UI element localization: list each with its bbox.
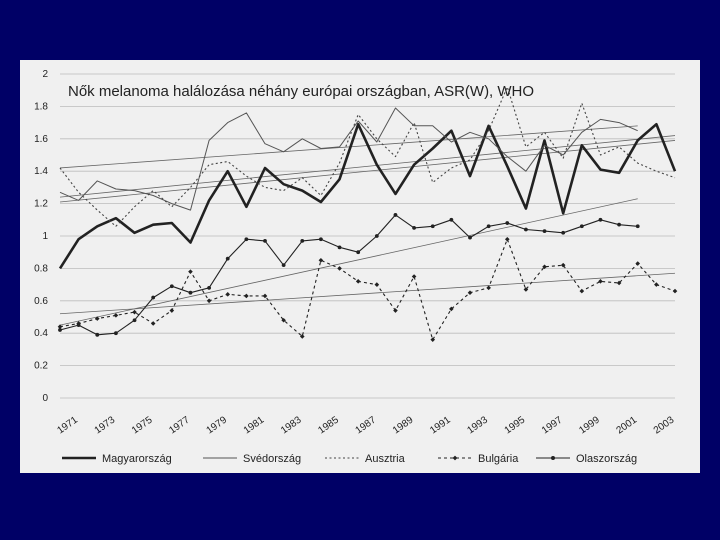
x-tick-label: 1995 [502,414,528,437]
y-tick-label: 1.8 [34,101,48,113]
data-point [114,331,118,335]
y-tick-label: 1.4 [34,166,48,178]
y-tick-label: 2 [42,69,48,80]
chart-background [20,60,700,473]
data-point [151,296,155,300]
data-point [133,318,137,322]
y-tick-label: 0.4 [34,328,48,340]
chart-slide [20,60,700,473]
x-tick-label: 1979 [204,414,230,437]
data-point [394,213,398,217]
x-tick-label: 2001 [614,414,640,437]
data-point [599,218,603,222]
x-tick-label: 1989 [390,414,416,437]
x-tick-label: 1985 [316,414,341,437]
legend-label: Olaszország [576,453,638,465]
x-tick-label: 1981 [241,414,267,437]
legend-label: Magyarország [102,453,172,465]
data-point [636,224,640,228]
data-point [58,328,62,332]
data-point [375,234,379,238]
legend-label: Svédország [243,453,302,465]
x-tick-label: 1973 [92,414,118,437]
data-point [524,228,528,232]
y-tick-label: 0 [42,393,48,404]
legend-label: Bulgária [478,453,519,465]
data-point [338,245,342,249]
x-tick-label: 1987 [353,414,379,437]
x-tick-label: 1999 [577,414,602,437]
x-tick-label: 1991 [428,414,453,437]
data-point [95,333,99,337]
y-tick-label: 1.6 [34,133,48,145]
chart-title: Nők melanoma halálozása néhány európai országban, ASR(W), WHO [68,83,535,100]
data-point [580,224,584,228]
y-tick-label: 0.8 [34,263,48,275]
data-point [617,223,621,227]
y-tick-label: 0.2 [34,360,48,372]
data-point [244,237,248,241]
melanoma-line-chart [20,60,700,473]
data-point [300,239,304,243]
x-tick-label: 1983 [279,414,304,437]
data-point [77,323,81,327]
data-point [431,224,435,228]
x-tick-label: 2003 [651,414,677,437]
y-tick-label: 0.6 [34,295,48,307]
data-point [319,237,323,241]
data-point [505,221,509,225]
data-point [468,236,472,240]
data-point [170,284,174,288]
data-point [412,226,416,230]
data-point [207,286,211,290]
data-point [189,291,193,295]
data-point [356,250,360,254]
data-point [543,229,547,233]
y-tick-label: 1.2 [34,198,48,210]
x-tick-label: 1997 [539,414,565,437]
y-tick-label: 1 [42,231,48,242]
data-point [449,218,453,222]
x-tick-label: 1975 [129,414,155,437]
legend-label: Ausztria [365,453,405,465]
data-point [263,239,267,243]
legend-marker [551,456,555,460]
data-point [561,231,565,235]
data-point [487,224,491,228]
data-point [282,263,286,267]
data-point [226,257,230,261]
x-tick-label: 1993 [465,414,490,437]
x-tick-label: 1977 [167,414,192,437]
x-tick-label: 1971 [55,414,80,437]
